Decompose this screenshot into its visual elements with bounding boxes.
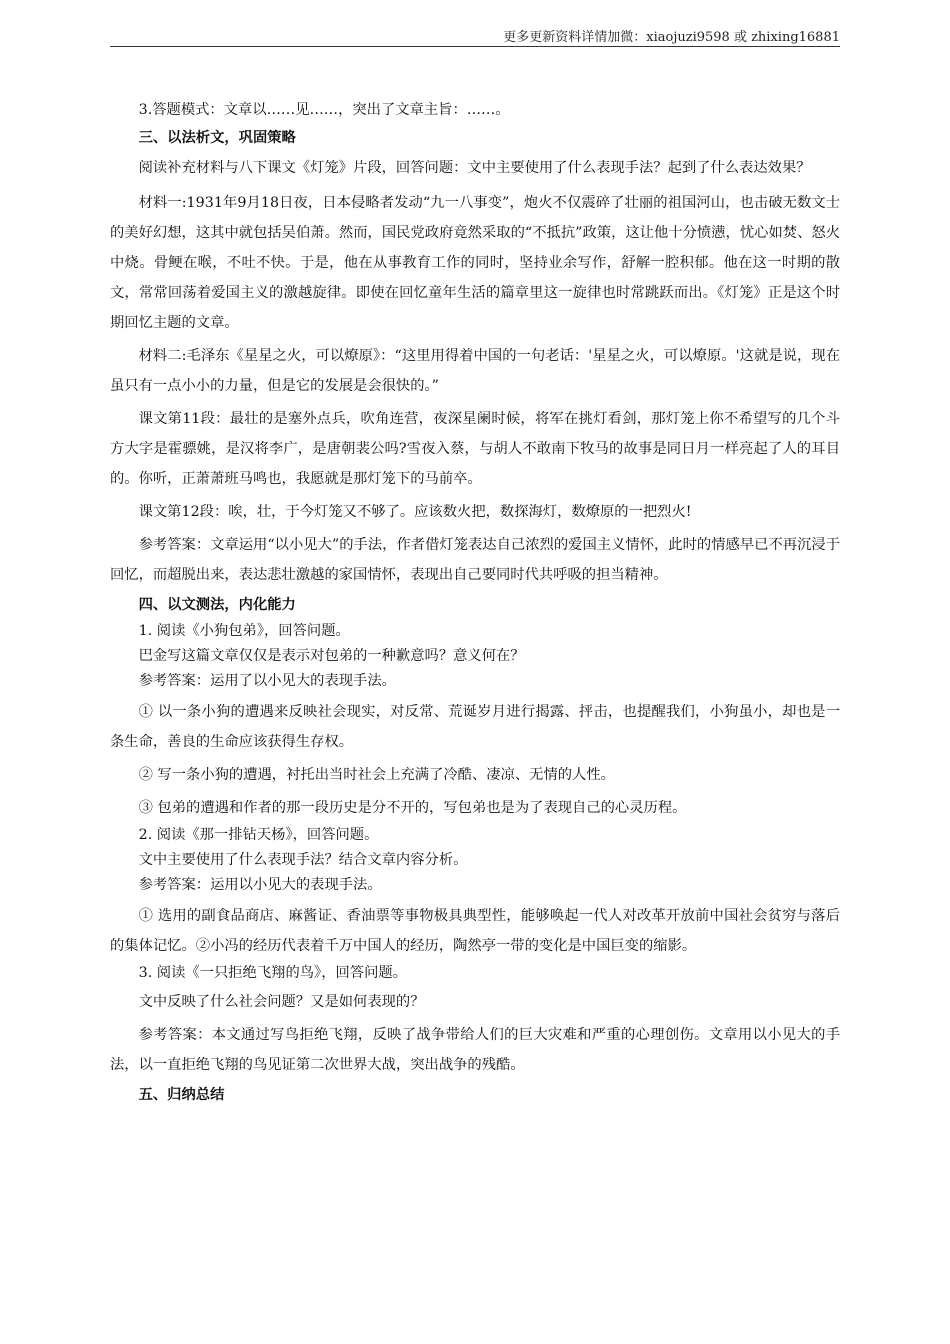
section-heading-3: 三、以法析文，巩固策略 (138, 130, 296, 146)
question-1-answer: 参考答案：运用了以小见大的表现手法。 (138, 673, 396, 689)
question-2-prompt: 文中主要使用了什么表现手法？结合文章内容分析。 (138, 852, 468, 868)
question-intro: 阅读补充材料与八下课文《灯笼》片段，回答问题：文中主要使用了什么表现手法？起到了什么表达效果？ (138, 160, 811, 176)
document-body (110, 98, 840, 1109)
question-1-point-2: ② 写一条小狗的遭遇，衬托出当时社会上充满了冷酷、凄凉、无情的人性。 (138, 767, 615, 783)
text-paragraph-12: 课文第12段：唉，壮，于今灯笼又不够了。应该数火把，数探海灯，数燎原的一把烈火! (138, 504, 692, 520)
page-header: 更多更新资料详情加微：xiaojuzi9598 或 zhixing16881 (503, 30, 840, 45)
question-2-answer: 参考答案：运用以小见大的表现手法。 (138, 877, 382, 893)
question-2-points: ① 选用的副食品商店、麻酱证、香油票等事物极具典型性，能够唤起一代人对改革开放前中国社会贫穷与落后的集体记忆。②小冯的经历代表着千万中国人的经历，陶然亭一带的变化是中国巨变的缩影。 (110, 908, 840, 954)
section-heading-5: 五、归纳总结 (138, 1087, 225, 1103)
question-3-prompt: 文中反映了什么社会问题？又是如何表现的？ (138, 994, 425, 1010)
reference-answer: 参考答案：文章运用“以小见大”的手法，作者借灯笼表达自己浓烈的爱国主义情怀，此时的情感早已不再沉浸于回忆，而超脱出来，表达悲壮激越的家国情怀，表现出自己要同时代共呼吸的担当精神。 (110, 537, 840, 583)
question-3-answer: 参考答案：本文通过写鸟拒绝飞翔，反映了战争带给人们的巨大灾难和严重的心理创伤。文章用以小见大的手法，以一直拒绝飞翔的鸟见证第二次世界大战，突出战争的残酷。 (110, 1027, 840, 1073)
question-1-prompt: 巴金写这篇文章仅仅是表示对包弟的一种歉意吗？意义何在？ (138, 648, 525, 664)
question-1-point-3: ③ 包弟的遭遇和作者的那一段历史是分不开的，写包弟也是为了表现自己的心灵历程。 (138, 800, 687, 816)
answer-pattern: 3.答题模式：文章以……见……，突出了文章主旨：……。 (138, 102, 510, 118)
text-paragraph-11: 课文第11段：最壮的是塞外点兵，吹角连营，夜深星阑时候，将军在挑灯看剑，那灯笼上你不希望写的几个斗方大字是霍骠姚，是汉将李广，是唐朝裴公吗?雪夜入蔡，与胡人不敢南下牧马的故事是同日月一样亮起了人的耳目的。你听，正萧萧班马鸣也，我愿就是那灯笼下的马前卒。 (110, 411, 840, 487)
question-1-title: 1. 阅读《小狗包弟》，回答问题。 (138, 623, 350, 639)
material-one: 材料一:1931年9月18日夜，日本侵略者发动“九一八事变”，炮火不仅震碎了壮丽的祖国河山，也击破无数文士的美好幻想，这其中就包括吴伯萧。然而，国民党政府竟然采取的“不抵抗”政策，这让他十分愤懑，忧心如焚、怒火中烧。骨鲠在喉，不吐不快。于是，他在从事教育工作的同时，坚持业余写作，舒解一腔积郁。他在这一时期的散文，常常回荡着爱国主义的激越旋律。即使在回忆童年生活的篇章里这一旋律也时常跳跃而出。《灯笼》正是这个时期回忆主题的文章。 (110, 195, 840, 331)
material-two: 材料二:毛泽东《星星之火，可以燎原》：“这里用得着中国的一句老话：'星星之火，可以燎原。'这就是说，现在虽只有一点小小的力量，但是它的发展是会很快的。” (110, 348, 840, 394)
question-2-title: 2. 阅读《那一排钻天杨》，回答问题。 (138, 827, 379, 843)
question-3-title: 3. 阅读《一只拒绝飞翔的鸟》，回答问题。 (138, 965, 407, 981)
question-1-point-1: ① 以一条小狗的遭遇来反映社会现实，对反常、荒诞岁月进行揭露、抨击，也提醒我们，小狗虽小，却也是一条生命，善良的生命应该获得生存权。 (110, 704, 840, 750)
header-rule (110, 46, 840, 47)
section-heading-4: 四、以文测法，内化能力 (138, 597, 296, 613)
